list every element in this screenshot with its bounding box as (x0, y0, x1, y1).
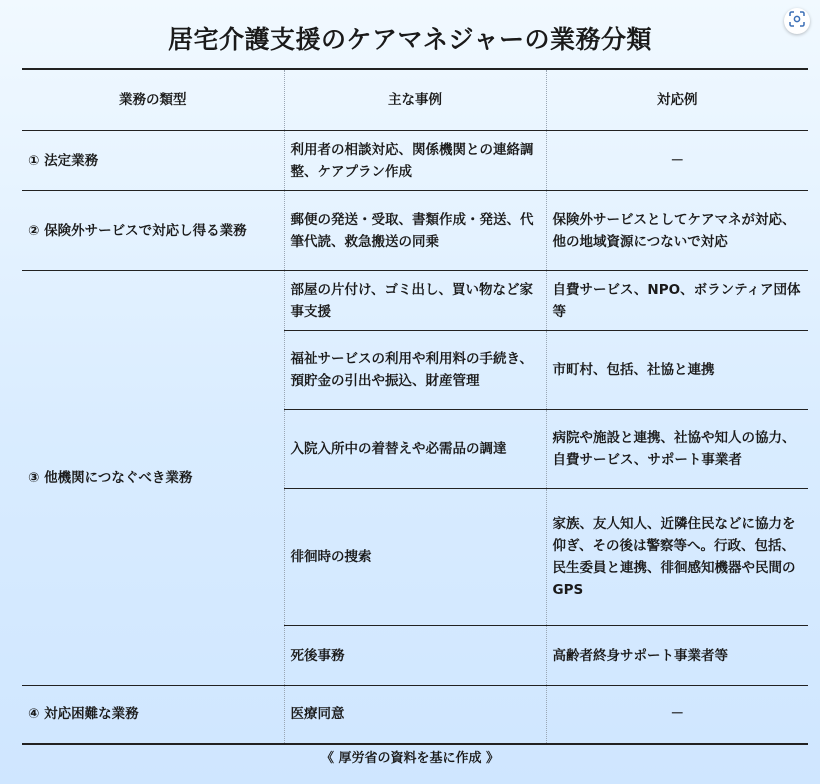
table-row (22, 271, 808, 331)
type-cell: ① 法定業務 (22, 131, 284, 191)
classification-table (22, 68, 808, 745)
example-cell: 徘徊時の捜索 (284, 489, 546, 626)
table-header-row (22, 69, 808, 131)
example-cell: 利用者の相談対応、関係機関との連絡調整、ケアプラン作成 (284, 131, 546, 191)
response-cell: － (546, 686, 808, 744)
lens-scan-button[interactable] (784, 8, 810, 34)
page-title: 居宅介護支援のケアマネジャーの業務分類 (167, 25, 652, 54)
header-example: 主な事例 (284, 69, 546, 131)
type-cell: ④ 対応困難な業務 (22, 686, 284, 744)
table-row (22, 686, 808, 744)
table-row (22, 131, 808, 191)
example-cell: 福祉サービスの利用や利用料の手続き、預貯金の引出や振込、財産管理 (284, 331, 546, 410)
header-type: 業務の類型 (22, 69, 284, 131)
response-cell: 病院や施設と連携、社協や知人の協力、自費サービス、サポート事業者 (546, 410, 808, 489)
example-cell: 郵便の発送・受取、書類作成・発送、代筆代読、救急搬送の同乗 (284, 191, 546, 271)
table-row (22, 191, 808, 271)
response-cell: 自費サービス、NPO、ボランティア団体等 (546, 271, 808, 331)
lens-scan-icon (789, 11, 805, 31)
example-cell: 死後事務 (284, 626, 546, 686)
response-cell: 保険外サービスとしてケアマネが対応、他の地域資源につないで対応 (546, 191, 808, 271)
example-cell: 入院入所中の着替えや必需品の調達 (284, 410, 546, 489)
response-cell: － (546, 131, 808, 191)
type-cell: ② 保険外サービスで対応し得る業務 (22, 191, 284, 271)
example-cell: 部屋の片付け、ゴミ出し、買い物など家事支援 (284, 271, 546, 331)
source-note: 《 厚労省の資料を基に作成 》 (320, 751, 500, 766)
type-cell: ③ 他機関につなぐべき業務 (22, 271, 284, 686)
header-response: 対応例 (546, 69, 808, 131)
response-cell: 家族、友人知人、近隣住民などに協力を仰ぎ、その後は警察等へ。行政、包括、民生委員と連携、徘徊感知機器や民間のGPS (546, 489, 808, 626)
example-cell: 医療同意 (284, 686, 546, 744)
response-cell: 市町村、包括、社協と連携 (546, 331, 808, 410)
response-cell: 高齢者終身サポート事業者等 (546, 626, 808, 686)
